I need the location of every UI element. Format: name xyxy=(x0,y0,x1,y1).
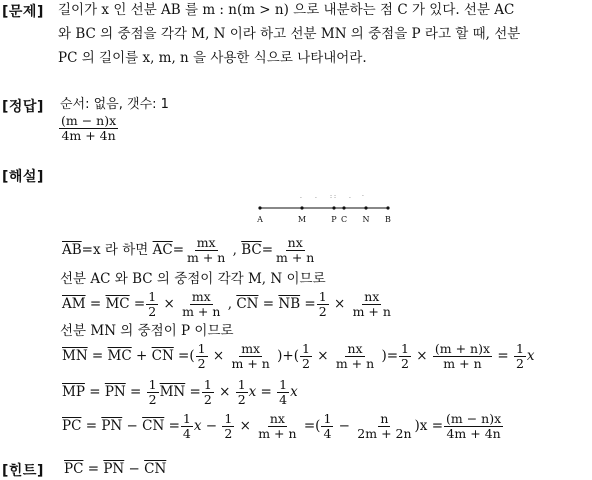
numerator: nx xyxy=(364,289,380,304)
half xyxy=(222,412,234,441)
equals: = xyxy=(84,384,105,400)
quarter xyxy=(321,412,333,441)
equals: = xyxy=(129,296,146,312)
denominator: 2 xyxy=(401,356,409,371)
equals: = xyxy=(300,296,316,312)
minus: − xyxy=(122,418,143,434)
denominator: m + n xyxy=(231,356,270,371)
numerator: mx xyxy=(191,289,211,304)
numerator: 1 xyxy=(224,411,233,426)
numerator: (m + n)x xyxy=(434,341,491,356)
point-p-label: P xyxy=(331,215,337,224)
minus: − xyxy=(334,418,355,434)
answer-denominator: 4m + 4n xyxy=(61,128,116,143)
denominator: 2 xyxy=(203,392,212,407)
solution-line-2: 선분 AC 와 BC 의 중점이 각각 M, N 이므로 xyxy=(60,271,326,287)
answer-meta: 순서: 없음, 갯수: 1 xyxy=(60,97,169,112)
equals: = xyxy=(85,296,106,312)
numerator: nx xyxy=(347,341,363,356)
segment-cn: $\overline{CN}$ xyxy=(151,348,174,364)
denominator: 4 xyxy=(182,426,191,441)
comma: , xyxy=(228,242,242,258)
fraction xyxy=(444,412,503,441)
mark-5: · xyxy=(349,195,351,202)
numerator: mx xyxy=(241,341,261,356)
numerator: 1 xyxy=(323,411,332,426)
segment-mn: $\overline{MN}$ xyxy=(159,384,186,400)
problem-line-1: 길이가 x 인 선분 AB 를 m : n(m > n) 으로 내분하는 점 C 가 있다. 선분 AC xyxy=(58,2,515,18)
point-c-label: C xyxy=(340,215,348,224)
denominator: m + n xyxy=(276,250,315,265)
segment-nb: $\overline{NB}$ xyxy=(278,296,301,312)
point-a-dot xyxy=(258,206,261,209)
solution-line-3 xyxy=(62,290,394,319)
denominator: 2 xyxy=(318,304,327,319)
times: × xyxy=(159,296,180,312)
diagram-marks xyxy=(300,193,364,202)
segment-ac: $\overline{AC}$ xyxy=(152,242,173,258)
equals: = xyxy=(172,242,184,258)
segment-mn: $\overline{MN}$ xyxy=(62,348,88,364)
half xyxy=(146,290,158,319)
mark-6: · xyxy=(362,193,364,200)
numerator: nx xyxy=(287,235,303,250)
fraction xyxy=(185,236,227,265)
numerator: (m − n)x xyxy=(446,411,502,426)
equals: =( xyxy=(173,348,195,364)
denominator: 4 xyxy=(323,426,332,441)
half xyxy=(236,378,248,407)
equals: = xyxy=(261,242,274,258)
times: × xyxy=(214,384,235,400)
fraction xyxy=(230,342,272,371)
answer-fraction xyxy=(58,114,119,143)
hint-label: [힌트] xyxy=(2,463,44,479)
fraction xyxy=(433,342,492,371)
equals: = xyxy=(164,418,180,434)
quarter xyxy=(277,378,289,407)
solution-line-1 xyxy=(62,236,317,265)
numerator: mx xyxy=(196,235,216,250)
half xyxy=(514,342,526,371)
numerator: nx xyxy=(269,411,285,426)
variable-x: x xyxy=(290,384,298,400)
point-p-dot xyxy=(332,206,335,209)
mark-1: · xyxy=(300,195,302,202)
denominator: m + n xyxy=(352,304,391,319)
problem-label: [문제] xyxy=(2,4,44,20)
text: =x 라 하면 xyxy=(81,242,153,258)
solution-label: [해설] xyxy=(2,169,44,185)
segment-diagram xyxy=(252,192,412,228)
times: × xyxy=(411,348,432,364)
denominator: m + n xyxy=(182,304,221,319)
half xyxy=(196,342,208,371)
numerator: 1 xyxy=(148,289,157,304)
numerator: 1 xyxy=(318,289,327,304)
half xyxy=(202,378,214,407)
point-n-dot xyxy=(364,206,367,209)
equals: = xyxy=(87,348,108,364)
solution-line-4: 선분 MN 의 중점이 P 이므로 xyxy=(60,323,234,339)
denominator: 2 xyxy=(237,392,246,407)
fraction xyxy=(355,412,413,441)
solution-line-6 xyxy=(62,378,298,407)
denominator: m + n xyxy=(187,250,226,265)
paren: )+( xyxy=(272,348,299,364)
numerator: 1 xyxy=(279,377,288,392)
variable-x: x = xyxy=(248,384,277,400)
denominator: 2 xyxy=(148,304,157,319)
segment-pn: $\overline{PN}$ xyxy=(104,384,126,400)
segment-ab: $\overline{AB}$ xyxy=(62,242,82,258)
half xyxy=(317,290,329,319)
fraction xyxy=(256,412,298,441)
plus: + xyxy=(131,348,152,364)
denominator: m + n xyxy=(258,426,297,441)
fraction xyxy=(334,342,376,371)
numerator: 1 xyxy=(401,341,409,356)
denominator: m + n xyxy=(335,356,375,371)
times: × xyxy=(312,348,333,364)
times: × xyxy=(208,348,229,364)
comma: , xyxy=(223,296,237,312)
point-b-dot xyxy=(386,206,389,209)
mark-4: : xyxy=(334,193,337,200)
solution-line-5 xyxy=(62,342,535,371)
answer-numerator: (m − n)x xyxy=(61,113,117,128)
segment-mp: $\overline{MP}$ xyxy=(62,384,85,400)
point-a-label: A xyxy=(257,215,263,224)
half xyxy=(147,378,159,407)
problem-line-2: 와 BC 의 중점을 각각 M, N 이라 하고 선분 MN 의 중점을 P 라고 할 때, 선분 xyxy=(58,26,521,42)
fraction xyxy=(274,236,316,265)
denominator: m + n xyxy=(443,356,482,371)
variable-x: x − xyxy=(193,418,222,434)
segment-mc: $\overline{MC}$ xyxy=(107,348,132,364)
point-n-label: N xyxy=(362,215,370,224)
numerator: 1 xyxy=(182,411,191,426)
equals: = xyxy=(185,384,201,400)
paren: )= xyxy=(377,348,399,364)
equals: =( xyxy=(299,418,321,434)
variable-x: x xyxy=(526,348,535,364)
segment-pc: $\overline{PC}$ xyxy=(64,461,84,477)
point-c-dot xyxy=(342,206,345,209)
segment-cn: $\overline{CN}$ xyxy=(142,418,165,434)
segment-bc: $\overline{BC}$ xyxy=(241,242,262,258)
segment-pn: $\overline{PN}$ xyxy=(103,461,125,477)
denominator: 2 xyxy=(515,356,524,371)
half xyxy=(399,342,411,371)
times: × xyxy=(329,296,350,312)
numerator: 1 xyxy=(301,341,310,356)
segment-cn: $\overline{CN}$ xyxy=(144,461,167,477)
hint-formula xyxy=(64,460,166,478)
paren: )x = xyxy=(414,418,444,434)
answer-label: [정답] xyxy=(2,99,44,115)
minus: − xyxy=(124,461,145,477)
segment-mc: $\overline{MC}$ xyxy=(105,296,130,312)
mark-2: · xyxy=(315,195,317,202)
denominator: 2m + 2n xyxy=(357,426,412,441)
denominator: 2 xyxy=(224,426,233,441)
numerator: 1 xyxy=(203,377,212,392)
fraction xyxy=(180,290,222,319)
equals: = xyxy=(83,461,104,477)
numerator: n xyxy=(380,411,389,426)
segment-am: $\overline{AM}$ xyxy=(62,296,86,312)
times: × xyxy=(235,418,256,434)
point-m-label: M xyxy=(297,215,307,224)
segment-pc: $\overline{PC}$ xyxy=(62,418,82,434)
point-m-dot xyxy=(300,206,303,209)
segment-pn: $\overline{PN}$ xyxy=(101,418,123,434)
equals: = xyxy=(125,384,146,400)
mark-3: : xyxy=(330,193,333,200)
equals: = xyxy=(493,348,513,364)
segment-cn: $\overline{CN}$ xyxy=(236,296,259,312)
denominator: 4 xyxy=(279,392,288,407)
denominator: 2 xyxy=(197,356,206,371)
numerator: 1 xyxy=(148,377,157,392)
numerator: 1 xyxy=(515,341,524,356)
equals: = xyxy=(258,296,279,312)
numerator: 1 xyxy=(237,377,246,392)
fraction xyxy=(351,290,393,319)
solution-line-7 xyxy=(62,412,504,441)
point-b-label: B xyxy=(385,215,391,224)
numerator: 1 xyxy=(197,341,206,356)
denominator: 2 xyxy=(148,392,157,407)
equals: = xyxy=(81,418,102,434)
problem-line-3: PC 의 길이를 x, m, n 을 사용한 식으로 나타내어라. xyxy=(58,50,367,66)
denominator: 2 xyxy=(301,356,310,371)
quarter xyxy=(181,412,193,441)
half xyxy=(300,342,312,371)
denominator: 4m + 4n xyxy=(446,426,501,441)
